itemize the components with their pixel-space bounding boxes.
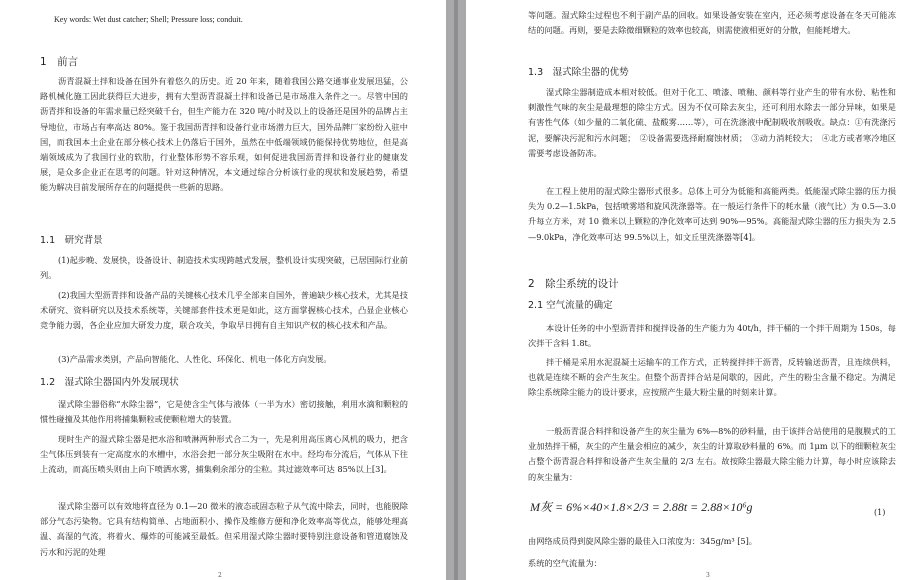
paragraph-air-4: 由网络成员得到旋风除尘器的最佳入口浓度为：345g/m³ [5]。	[528, 536, 757, 546]
paragraph-status-3: 湿式除尘器可以有效地将直径为 0.1—20 微米的液态或固态粒子从气流中除去，同时，也能脱除部分气态污染物。它具有结构简单、占地面积小、操作及维修方便和净化效率高等优点，能够处理高温、高湿的气流，将着火、爆炸的可能减至最低。但采用湿式除尘器时要特别注意设备和管道腐蚀及污水和污泥的处理	[40, 501, 408, 557]
paragraph-air-1: 本设计任务的中小型沥青拌和搅拌设备的生产能力为 40t/h，拌干桶的一个拌干周期为 150s，每次拌干含料 1.8t。	[528, 323, 896, 349]
heading-air-flow: 2.1 空气流量的确定	[528, 300, 613, 311]
document-page-left	[0, 0, 446, 580]
paragraph-air-2: 拌干桶是采用水泥混凝土运输车的工作方式，正转搅拌拌干沥青，反转输送沥青，且连续供料，也就是连续不断的会产生灰尘。但整个沥青拌合站是间歇的，因此，产生的粉尘含量不稳定。为满足除尘系统除尘能力的设计要求，应按照产生最大粉尘量的时刻来计算。	[528, 357, 896, 398]
paragraph-status-1: 湿式除尘器俗称“水除尘器”，它是使含尘气体与液体（一半为水）密切接触，利用水滴和颗粒的惯性碰撞及其他作用将捕集颗粒或使颗粒增大的装置。	[40, 399, 408, 425]
equation-number: (1)	[874, 508, 886, 517]
page-gutter	[446, 0, 466, 580]
document-page-right	[466, 0, 914, 580]
paragraph-advantages-1: 湿式除尘器制造成本相对较低。但对于化工、喷漆、喷釉、颜料等行业产生的带有水份、粘性和刺激性气味的灰尘是最理想的除尘方式。因为不仅可除去灰尘，还可利用水除去一部分异味，如果是有害性气体（如少量的二氧化硫、盐酸雾……等），可在洗涤液中配制吸收剂吸收。缺点：①有洗涤污泥，要解决污泥和污水问题； ②设备需要选择耐腐蚀材质； ③动力消耗较大； ④北方或者寒冷地区需要考虑设备防冻。	[528, 87, 896, 158]
paragraph-intro: 沥青混凝土拌和设备在国外有着悠久的历史。近 20 年来，随着我国公路交通事业发展迅猛，公路机械化施工因此获得巨大进步，拥有大型沥青混凝土拌和设备已是市场准入条件之一。尽管中国的沥青拌和设备的年需求量已经突破千台，但生产能力在 320 吨/小时及以上的设备还是国外的品牌占主导地位，市场占有率高达 80%。鉴于我国沥青拌和设备行业市场潜力巨大，国外品牌厂家纷纷入驻中国，而我国本土企业在部分核心技术上仍落后于国外，虽然在中低端领域仍能保持优势地位，但是高端领域成为了我国行业的软肋，行业整体形势不容乐观，如何促进我国沥青拌和设备行业的健康发展，是众多企业正在思考的问题。针对这种情况，本文通过综合分析该行业的现状和发展趋势，希望能为解决目前发展所存在的问题提供一些新的思路。	[40, 76, 408, 193]
heading-status: 1.2 湿式除尘器国内外发展现状	[40, 377, 179, 388]
paragraph-air-3: 一般沥青混合料拌和设备产生的灰尘量为 6%—8%的砂料量，由于该拌合站使用的是腹膜式的工业加热拌干桶，灰尘的产生量会相应的减少，灰尘的计算取砂料量的 6%。而 1μm 以下的细颗粒灰尘占整个沥青混合料拌和设备产生灰尘量的 2/3 左右。故按除尘器最大除尘能力计算，每小时应该除去的灰尘量为：	[528, 426, 896, 482]
page-number-right: 3	[706, 572, 710, 579]
paragraph-status-2: 现时生产的湿式除尘器是把水浴和喷淋两种形式合二为一，先是利用高压离心风机的吸力，把含尘气体压到装有一定高度水的水槽中，水浴会把一部分灰尘吸附在水中。经均布分流后，气体从下往上流动，而高压喷头则由上向下喷洒水雾，捕集剩余部分的尘粒。其过滤效率可达 85%以上[3]。	[40, 434, 408, 475]
paragraph-background-1: (1)起步晚、发展快，设备设计、制造技术实现跨越式发展，整机设计实现突破，已居国际行业前列。	[40, 255, 408, 281]
page-gutter-edge	[454, 0, 458, 580]
paragraph-continued: 等问题。湿式除尘过程也不利于副产品的回收。如果设备安装在室内，还必须考虑设备在冬天可能冻结的问题。再则，要是去除微细颗粒的效率也较高，则需使液相更好的分散，但能耗增大。	[528, 10, 896, 36]
heading-advantages: 1.3 湿式除尘器的优势	[528, 67, 629, 78]
formula-dust-mass: M灰 = 6%×40×1.8×2/3 = 2.88t = 2.88×10⁶g	[530, 500, 753, 514]
heading-preface: 1 前言	[40, 56, 79, 68]
paragraph-background-3: (3)产品需求类别，产品向智能化、人性化、环保化、机电一体化方向发展。	[58, 354, 332, 364]
page-number-left: 2	[218, 572, 222, 579]
heading-system-design: 2 除尘系统的设计	[528, 278, 619, 290]
paragraph-background-2: (2)我国大型沥青拌和设备产品的关键核心技术几乎全部来自国外，普遍缺少核心技术，尤其是技术研究、资料研究以及技术系统等，关键部套件技术更是如此，这方面掌握核心技术，凸显企业核心竞争能力弱，各企业应加大研发力度，联合攻关，争取早日拥有自主知识产权的核心技术和产品。	[40, 290, 408, 331]
paragraph-advantages-2: 在工程上使用的湿式除尘器形式很多。总体上可分为低能和高能两类。低能湿式除尘器的压力损失为 0.2—1.5kPa，包括喷雾塔和旋风洗涤器等。在一般运行条件下的耗水量（液气比）为 0.5—3.0 升每立方米，对 10 微米以上颗粒的净化效率可达到 90%—95%。高能湿式除尘器的压力损失为 2.5—9.0kPa，净化效率可达 99.5%以上，如文丘里洗涤器等[4]。	[528, 186, 896, 242]
keywords-line: Key words: Wet dust catcher; Shell; Pressure loss; conduit.	[54, 15, 243, 24]
paragraph-air-5: 系统的空气流量为：	[528, 558, 602, 568]
heading-research-background: 1.1 研究背景	[40, 235, 103, 246]
